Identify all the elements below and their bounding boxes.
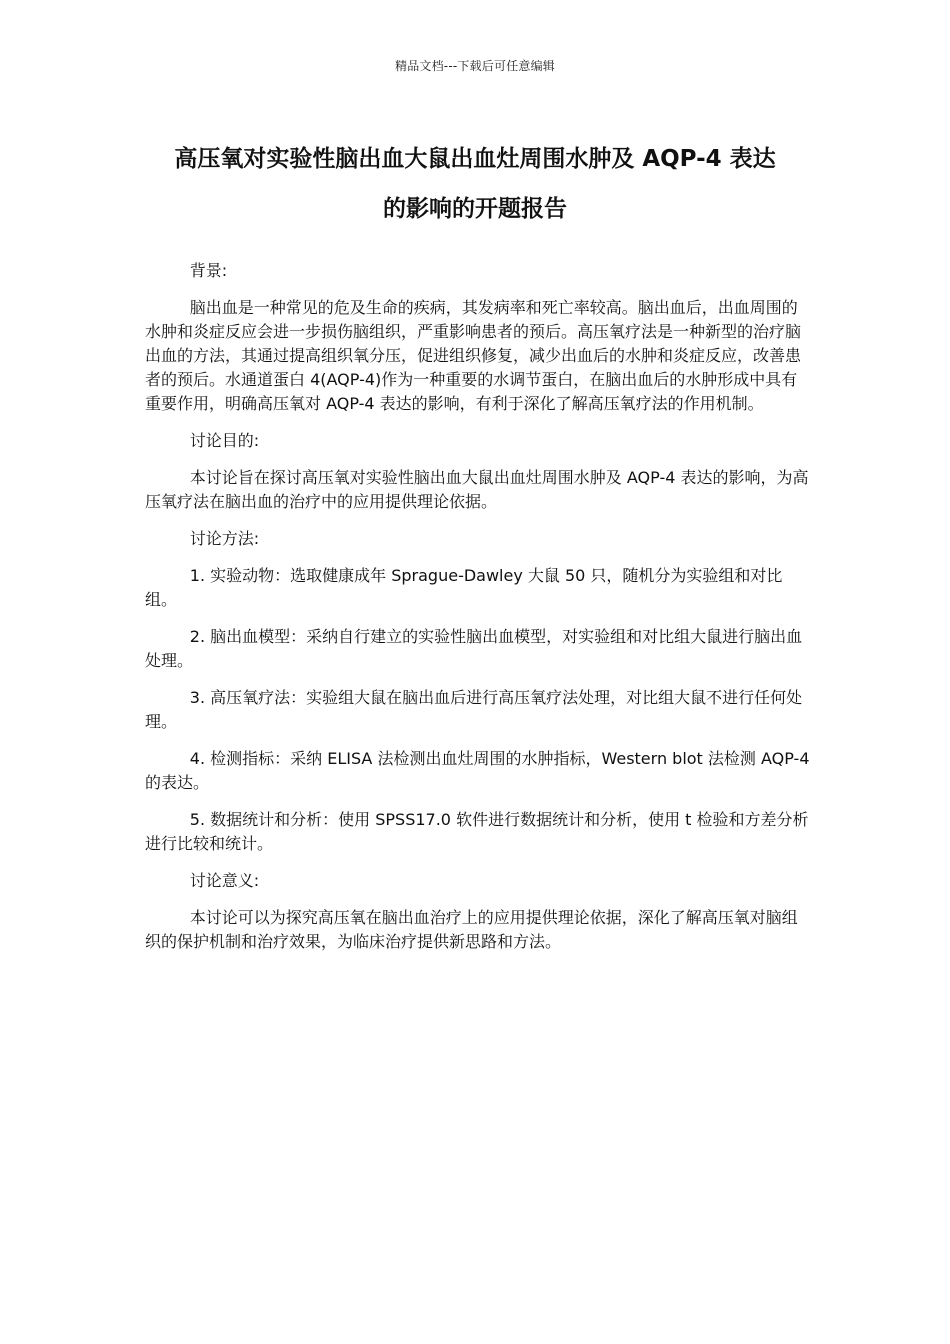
method-heading: 讨论方法: — [189, 529, 260, 548]
title-line-2: 的影响的开题报告 — [383, 196, 567, 222]
purpose-heading: 讨论目的: — [189, 431, 260, 450]
method-item-2: 2. 脑出血模型：采纳自行建立的实验性脑出血模型，对实验组和对比组大鼠进行脑出血处理。 — [145, 627, 803, 670]
significance-paragraph: 本讨论可以为探究高压氧在脑出血治疗上的应用提供理论依据，深化了解高压氧对脑组织的保护机制和治疗效果，为临床治疗提供新思路和方法。 — [145, 908, 798, 951]
purpose-paragraph: 本讨论旨在探讨高压氧对实验性脑出血大鼠出血灶周围水肿及 AQP-4 表达的影响，为高压氧疗法在脑出血的治疗中的应用提供理论依据。 — [145, 468, 809, 511]
document-title — [130, 134, 820, 234]
document-body — [145, 259, 813, 967]
page-header: 精品文档---下载后可任意编辑 — [395, 59, 555, 73]
title-line-1: 高压氧对实验性脑出血大鼠出血灶周围水肿及 AQP-4 表达 — [174, 146, 776, 172]
significance-heading: 讨论意义: — [189, 871, 260, 890]
method-item-4: 4. 检测指标：采纳 ELISA 法检测出血灶周围的水肿指标，Western blot 法检测 AQP-4 的表达。 — [145, 749, 810, 792]
background-heading: 背景: — [189, 261, 228, 280]
method-item-1: 1. 实验动物：选取健康成年 Sprague-Dawley 大鼠 50 只，随机分为实验组和对比组。 — [145, 566, 783, 609]
background-paragraph: 脑出血是一种常见的危及生命的疾病，其发病率和死亡率较高。脑出血后，出血周围的水肿和炎症反应会进一步损伤脑组织，严重影响患者的预后。高压氧疗法是一种新型的治疗脑出血的方法，其通过提高组织氧分压，促进组织修复，减少出血后的水肿和炎症反应，改善患者的预后。水通道蛋白 4(AQP-4)作为一种重要的水调节蛋白，在脑出血后的水肿形成中具有重要作用，明确高压氧对 AQP-4 表达的影响，有利于深化了解高压氧疗法的作用机制。 — [145, 298, 802, 413]
method-item-3: 3. 高压氧疗法：实验组大鼠在脑出血后进行高压氧疗法处理，对比组大鼠不进行任何处理。 — [145, 688, 803, 731]
method-item-5: 5. 数据统计和分析：使用 SPSS17.0 软件进行数据统计和分析，使用 t 检验和方差分析进行比较和统计。 — [145, 810, 809, 853]
